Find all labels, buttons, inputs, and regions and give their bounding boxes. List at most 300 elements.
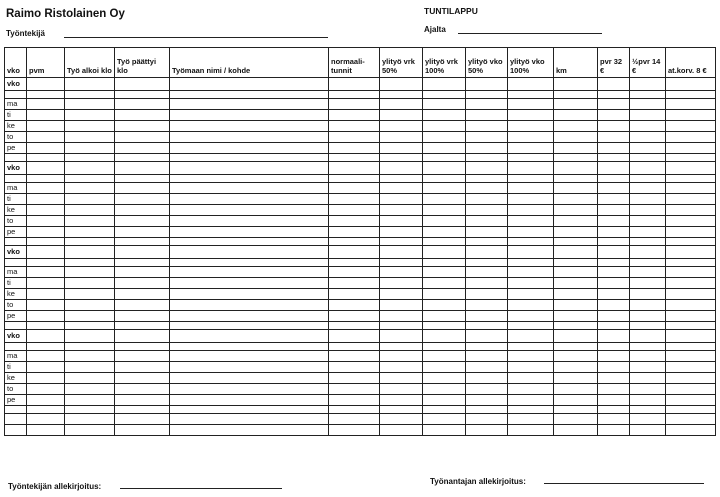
entry-cell[interactable] bbox=[170, 259, 329, 267]
entry-cell[interactable] bbox=[65, 289, 115, 300]
entry-cell[interactable] bbox=[115, 351, 170, 362]
entry-cell[interactable] bbox=[598, 425, 630, 436]
entry-cell[interactable] bbox=[423, 322, 466, 330]
entry-cell[interactable] bbox=[27, 132, 65, 143]
entry-cell[interactable] bbox=[115, 121, 170, 132]
entry-cell[interactable] bbox=[329, 238, 380, 246]
entry-cell[interactable] bbox=[630, 91, 666, 99]
entry-cell[interactable] bbox=[423, 384, 466, 395]
entry-cell[interactable] bbox=[380, 154, 423, 162]
entry-cell[interactable] bbox=[380, 259, 423, 267]
entry-cell[interactable] bbox=[115, 267, 170, 278]
entry-cell[interactable] bbox=[5, 91, 27, 99]
entry-cell[interactable] bbox=[466, 154, 508, 162]
entry-cell[interactable] bbox=[508, 121, 554, 132]
entry-cell[interactable] bbox=[27, 183, 65, 194]
entry-cell[interactable] bbox=[115, 154, 170, 162]
entry-cell[interactable] bbox=[554, 246, 598, 259]
entry-cell[interactable] bbox=[630, 362, 666, 373]
entry-cell[interactable] bbox=[170, 311, 329, 322]
entry-cell[interactable] bbox=[65, 121, 115, 132]
entry-cell[interactable] bbox=[65, 300, 115, 311]
entry-cell[interactable] bbox=[466, 373, 508, 384]
entry-cell[interactable] bbox=[65, 395, 115, 406]
entry-cell[interactable] bbox=[115, 216, 170, 227]
entry-cell[interactable] bbox=[115, 322, 170, 330]
entry-cell[interactable] bbox=[423, 205, 466, 216]
entry-cell[interactable] bbox=[329, 425, 380, 436]
entry-cell[interactable] bbox=[423, 278, 466, 289]
entry-cell[interactable] bbox=[423, 246, 466, 259]
entry-cell[interactable] bbox=[329, 300, 380, 311]
entry-cell[interactable] bbox=[115, 278, 170, 289]
entry-cell[interactable] bbox=[466, 311, 508, 322]
entry-cell[interactable] bbox=[170, 227, 329, 238]
entry-cell[interactable] bbox=[423, 351, 466, 362]
entry-cell[interactable] bbox=[598, 238, 630, 246]
entry-cell[interactable] bbox=[630, 154, 666, 162]
entry-cell[interactable] bbox=[5, 238, 27, 246]
entry-cell[interactable] bbox=[666, 110, 716, 121]
entry-cell[interactable] bbox=[423, 330, 466, 343]
entry-cell[interactable] bbox=[329, 373, 380, 384]
entry-cell[interactable] bbox=[508, 183, 554, 194]
entry-cell[interactable] bbox=[666, 175, 716, 183]
entry-cell[interactable] bbox=[170, 183, 329, 194]
entry-cell[interactable] bbox=[170, 300, 329, 311]
entry-cell[interactable] bbox=[630, 78, 666, 91]
entry-cell[interactable] bbox=[27, 267, 65, 278]
entry-cell[interactable] bbox=[630, 132, 666, 143]
entry-cell[interactable] bbox=[598, 406, 630, 414]
entry-cell[interactable] bbox=[65, 154, 115, 162]
entry-cell[interactable] bbox=[466, 300, 508, 311]
entry-cell[interactable] bbox=[554, 216, 598, 227]
entry-cell[interactable] bbox=[666, 143, 716, 154]
entry-cell[interactable] bbox=[380, 227, 423, 238]
entry-cell[interactable] bbox=[466, 395, 508, 406]
entry-cell[interactable] bbox=[380, 300, 423, 311]
entry-cell[interactable] bbox=[329, 132, 380, 143]
entry-cell[interactable] bbox=[27, 425, 65, 436]
entry-cell[interactable] bbox=[466, 351, 508, 362]
entry-cell[interactable] bbox=[598, 194, 630, 205]
entry-cell[interactable] bbox=[329, 121, 380, 132]
entry-cell[interactable] bbox=[630, 216, 666, 227]
entry-cell[interactable] bbox=[65, 330, 115, 343]
entry-cell[interactable] bbox=[423, 154, 466, 162]
entry-cell[interactable] bbox=[65, 384, 115, 395]
entry-cell[interactable] bbox=[170, 99, 329, 110]
entry-cell[interactable] bbox=[5, 322, 27, 330]
entry-cell[interactable] bbox=[329, 414, 380, 425]
entry-cell[interactable] bbox=[115, 343, 170, 351]
entry-cell[interactable] bbox=[423, 311, 466, 322]
entry-cell[interactable] bbox=[554, 227, 598, 238]
entry-cell[interactable] bbox=[5, 343, 27, 351]
entry-cell[interactable] bbox=[329, 91, 380, 99]
entry-cell[interactable] bbox=[170, 343, 329, 351]
entry-cell[interactable] bbox=[115, 205, 170, 216]
entry-cell[interactable] bbox=[630, 373, 666, 384]
entry-cell[interactable] bbox=[666, 227, 716, 238]
entry-cell[interactable] bbox=[380, 132, 423, 143]
entry-cell[interactable] bbox=[380, 395, 423, 406]
entry-cell[interactable] bbox=[466, 183, 508, 194]
entry-cell[interactable] bbox=[630, 194, 666, 205]
entry-cell[interactable] bbox=[329, 362, 380, 373]
entry-cell[interactable] bbox=[508, 227, 554, 238]
entry-cell[interactable] bbox=[598, 384, 630, 395]
entry-cell[interactable] bbox=[423, 425, 466, 436]
entry-cell[interactable] bbox=[27, 351, 65, 362]
entry-cell[interactable] bbox=[170, 194, 329, 205]
entry-cell[interactable] bbox=[598, 362, 630, 373]
entry-cell[interactable] bbox=[598, 330, 630, 343]
entry-cell[interactable] bbox=[598, 311, 630, 322]
entry-cell[interactable] bbox=[554, 343, 598, 351]
entry-cell[interactable] bbox=[329, 330, 380, 343]
entry-cell[interactable] bbox=[65, 311, 115, 322]
entry-cell[interactable] bbox=[466, 406, 508, 414]
entry-cell[interactable] bbox=[423, 227, 466, 238]
entry-cell[interactable] bbox=[554, 395, 598, 406]
entry-cell[interactable] bbox=[666, 162, 716, 175]
entry-cell[interactable] bbox=[666, 278, 716, 289]
entry-cell[interactable] bbox=[666, 406, 716, 414]
entry-cell[interactable] bbox=[666, 351, 716, 362]
entry-cell[interactable] bbox=[380, 362, 423, 373]
entry-cell[interactable] bbox=[27, 143, 65, 154]
entry-cell[interactable] bbox=[329, 78, 380, 91]
entry-cell[interactable] bbox=[170, 373, 329, 384]
entry-cell[interactable] bbox=[630, 110, 666, 121]
entry-cell[interactable] bbox=[65, 425, 115, 436]
entry-cell[interactable] bbox=[170, 154, 329, 162]
entry-cell[interactable] bbox=[598, 289, 630, 300]
entry-cell[interactable] bbox=[380, 78, 423, 91]
entry-cell[interactable] bbox=[27, 278, 65, 289]
entry-cell[interactable] bbox=[508, 300, 554, 311]
entry-cell[interactable] bbox=[598, 227, 630, 238]
entry-cell[interactable] bbox=[380, 311, 423, 322]
entry-cell[interactable] bbox=[508, 238, 554, 246]
entry-cell[interactable] bbox=[630, 183, 666, 194]
entry-cell[interactable] bbox=[115, 311, 170, 322]
entry-cell[interactable] bbox=[115, 362, 170, 373]
entry-cell[interactable] bbox=[329, 351, 380, 362]
entry-cell[interactable] bbox=[329, 227, 380, 238]
entry-cell[interactable] bbox=[329, 395, 380, 406]
entry-cell[interactable] bbox=[115, 162, 170, 175]
entry-cell[interactable] bbox=[65, 91, 115, 99]
entry-cell[interactable] bbox=[466, 110, 508, 121]
entry-cell[interactable] bbox=[65, 110, 115, 121]
entry-cell[interactable] bbox=[5, 259, 27, 267]
entry-cell[interactable] bbox=[554, 362, 598, 373]
entry-cell[interactable] bbox=[423, 99, 466, 110]
entry-cell[interactable] bbox=[630, 99, 666, 110]
entry-cell[interactable] bbox=[380, 384, 423, 395]
entry-cell[interactable] bbox=[466, 227, 508, 238]
entry-cell[interactable] bbox=[508, 162, 554, 175]
entry-cell[interactable] bbox=[630, 330, 666, 343]
entry-cell[interactable] bbox=[170, 110, 329, 121]
entry-cell[interactable] bbox=[423, 373, 466, 384]
entry-cell[interactable] bbox=[27, 300, 65, 311]
entry-cell[interactable] bbox=[170, 205, 329, 216]
entry-cell[interactable] bbox=[27, 362, 65, 373]
entry-cell[interactable] bbox=[554, 351, 598, 362]
entry-cell[interactable] bbox=[466, 414, 508, 425]
entry-cell[interactable] bbox=[466, 162, 508, 175]
entry-cell[interactable] bbox=[508, 343, 554, 351]
entry-cell[interactable] bbox=[508, 414, 554, 425]
entry-cell[interactable] bbox=[170, 330, 329, 343]
entry-cell[interactable] bbox=[423, 395, 466, 406]
entry-cell[interactable] bbox=[508, 246, 554, 259]
entry-cell[interactable] bbox=[329, 406, 380, 414]
entry-cell[interactable] bbox=[380, 343, 423, 351]
entry-cell[interactable] bbox=[466, 175, 508, 183]
entry-cell[interactable] bbox=[27, 259, 65, 267]
entry-cell[interactable] bbox=[466, 246, 508, 259]
entry-cell[interactable] bbox=[666, 183, 716, 194]
entry-cell[interactable] bbox=[27, 78, 65, 91]
entry-cell[interactable] bbox=[380, 216, 423, 227]
entry-cell[interactable] bbox=[466, 259, 508, 267]
entry-cell[interactable] bbox=[65, 343, 115, 351]
entry-cell[interactable] bbox=[666, 300, 716, 311]
entry-cell[interactable] bbox=[508, 311, 554, 322]
entry-cell[interactable] bbox=[598, 154, 630, 162]
entry-cell[interactable] bbox=[598, 99, 630, 110]
entry-cell[interactable] bbox=[329, 343, 380, 351]
entry-cell[interactable] bbox=[554, 300, 598, 311]
entry-cell[interactable] bbox=[27, 406, 65, 414]
entry-cell[interactable] bbox=[170, 162, 329, 175]
entry-cell[interactable] bbox=[554, 132, 598, 143]
entry-cell[interactable] bbox=[329, 384, 380, 395]
entry-cell[interactable] bbox=[65, 414, 115, 425]
entry-cell[interactable] bbox=[380, 143, 423, 154]
entry-cell[interactable] bbox=[666, 343, 716, 351]
entry-cell[interactable] bbox=[466, 121, 508, 132]
entry-cell[interactable] bbox=[329, 205, 380, 216]
entry-cell[interactable] bbox=[666, 384, 716, 395]
entry-cell[interactable] bbox=[508, 194, 554, 205]
entry-cell[interactable] bbox=[630, 384, 666, 395]
entry-cell[interactable] bbox=[65, 99, 115, 110]
entry-cell[interactable] bbox=[466, 330, 508, 343]
entry-cell[interactable] bbox=[598, 110, 630, 121]
entry-cell[interactable] bbox=[554, 373, 598, 384]
entry-cell[interactable] bbox=[115, 384, 170, 395]
entry-cell[interactable] bbox=[508, 154, 554, 162]
entry-cell[interactable] bbox=[554, 384, 598, 395]
entry-cell[interactable] bbox=[666, 154, 716, 162]
entry-cell[interactable] bbox=[380, 162, 423, 175]
entry-cell[interactable] bbox=[27, 289, 65, 300]
entry-cell[interactable] bbox=[508, 330, 554, 343]
entry-cell[interactable] bbox=[598, 121, 630, 132]
entry-cell[interactable] bbox=[329, 162, 380, 175]
entry-cell[interactable] bbox=[115, 289, 170, 300]
entry-cell[interactable] bbox=[554, 143, 598, 154]
entry-cell[interactable] bbox=[666, 99, 716, 110]
entry-cell[interactable] bbox=[65, 238, 115, 246]
entry-cell[interactable] bbox=[27, 238, 65, 246]
entry-cell[interactable] bbox=[554, 205, 598, 216]
entry-cell[interactable] bbox=[554, 91, 598, 99]
entry-cell[interactable] bbox=[666, 267, 716, 278]
entry-cell[interactable] bbox=[65, 78, 115, 91]
entry-cell[interactable] bbox=[630, 143, 666, 154]
entry-cell[interactable] bbox=[666, 395, 716, 406]
entry-cell[interactable] bbox=[666, 238, 716, 246]
entry-cell[interactable] bbox=[5, 154, 27, 162]
entry-cell[interactable] bbox=[65, 175, 115, 183]
entry-cell[interactable] bbox=[666, 425, 716, 436]
entry-cell[interactable] bbox=[666, 373, 716, 384]
entry-cell[interactable] bbox=[65, 216, 115, 227]
entry-cell[interactable] bbox=[598, 343, 630, 351]
entry-cell[interactable] bbox=[380, 183, 423, 194]
entry-cell[interactable] bbox=[329, 143, 380, 154]
entry-cell[interactable] bbox=[170, 414, 329, 425]
entry-cell[interactable] bbox=[170, 216, 329, 227]
entry-cell[interactable] bbox=[115, 227, 170, 238]
entry-cell[interactable] bbox=[380, 205, 423, 216]
entry-cell[interactable] bbox=[554, 330, 598, 343]
entry-cell[interactable] bbox=[508, 143, 554, 154]
entry-cell[interactable] bbox=[466, 91, 508, 99]
entry-cell[interactable] bbox=[508, 99, 554, 110]
entry-cell[interactable] bbox=[508, 406, 554, 414]
entry-cell[interactable] bbox=[508, 322, 554, 330]
entry-cell[interactable] bbox=[630, 414, 666, 425]
entry-cell[interactable] bbox=[170, 78, 329, 91]
entry-cell[interactable] bbox=[466, 267, 508, 278]
entry-cell[interactable] bbox=[27, 175, 65, 183]
entry-cell[interactable] bbox=[630, 425, 666, 436]
entry-cell[interactable] bbox=[380, 351, 423, 362]
entry-cell[interactable] bbox=[666, 78, 716, 91]
entry-cell[interactable] bbox=[466, 425, 508, 436]
entry-cell[interactable] bbox=[27, 194, 65, 205]
entry-cell[interactable] bbox=[65, 267, 115, 278]
entry-cell[interactable] bbox=[27, 384, 65, 395]
entry-cell[interactable] bbox=[27, 343, 65, 351]
entry-cell[interactable] bbox=[598, 132, 630, 143]
entry-cell[interactable] bbox=[423, 300, 466, 311]
entry-cell[interactable] bbox=[423, 267, 466, 278]
entry-cell[interactable] bbox=[65, 183, 115, 194]
entry-cell[interactable] bbox=[329, 278, 380, 289]
entry-cell[interactable] bbox=[380, 289, 423, 300]
entry-cell[interactable] bbox=[666, 259, 716, 267]
entry-cell[interactable] bbox=[380, 238, 423, 246]
entry-cell[interactable] bbox=[65, 194, 115, 205]
entry-cell[interactable] bbox=[423, 132, 466, 143]
entry-cell[interactable] bbox=[554, 311, 598, 322]
entry-cell[interactable] bbox=[666, 216, 716, 227]
entry-cell[interactable] bbox=[630, 267, 666, 278]
entry-cell[interactable] bbox=[508, 91, 554, 99]
entry-cell[interactable] bbox=[598, 373, 630, 384]
entry-cell[interactable] bbox=[27, 121, 65, 132]
entry-cell[interactable] bbox=[598, 300, 630, 311]
entry-cell[interactable] bbox=[423, 289, 466, 300]
entry-cell[interactable] bbox=[598, 175, 630, 183]
entry-cell[interactable] bbox=[5, 425, 27, 436]
entry-cell[interactable] bbox=[329, 289, 380, 300]
entry-cell[interactable] bbox=[380, 121, 423, 132]
entry-cell[interactable] bbox=[65, 162, 115, 175]
entry-cell[interactable] bbox=[170, 406, 329, 414]
entry-cell[interactable] bbox=[5, 175, 27, 183]
entry-cell[interactable] bbox=[666, 322, 716, 330]
entry-cell[interactable] bbox=[466, 343, 508, 351]
entry-cell[interactable] bbox=[508, 351, 554, 362]
entry-cell[interactable] bbox=[170, 384, 329, 395]
entry-cell[interactable] bbox=[666, 311, 716, 322]
entry-cell[interactable] bbox=[27, 99, 65, 110]
entry-cell[interactable] bbox=[27, 205, 65, 216]
entry-cell[interactable] bbox=[423, 78, 466, 91]
entry-cell[interactable] bbox=[170, 362, 329, 373]
period-field[interactable] bbox=[458, 33, 602, 34]
entry-cell[interactable] bbox=[508, 78, 554, 91]
entry-cell[interactable] bbox=[466, 384, 508, 395]
entry-cell[interactable] bbox=[630, 300, 666, 311]
entry-cell[interactable] bbox=[598, 414, 630, 425]
entry-cell[interactable] bbox=[380, 406, 423, 414]
entry-cell[interactable] bbox=[630, 311, 666, 322]
entry-cell[interactable] bbox=[666, 246, 716, 259]
entry-cell[interactable] bbox=[630, 351, 666, 362]
entry-cell[interactable] bbox=[598, 278, 630, 289]
entry-cell[interactable] bbox=[329, 183, 380, 194]
entry-cell[interactable] bbox=[329, 246, 380, 259]
entry-cell[interactable] bbox=[666, 414, 716, 425]
entry-cell[interactable] bbox=[508, 259, 554, 267]
entry-cell[interactable] bbox=[115, 425, 170, 436]
entry-cell[interactable] bbox=[65, 227, 115, 238]
entry-cell[interactable] bbox=[329, 216, 380, 227]
entry-cell[interactable] bbox=[630, 259, 666, 267]
entry-cell[interactable] bbox=[170, 395, 329, 406]
entry-cell[interactable] bbox=[380, 194, 423, 205]
entry-cell[interactable] bbox=[598, 351, 630, 362]
entry-cell[interactable] bbox=[423, 121, 466, 132]
entry-cell[interactable] bbox=[329, 175, 380, 183]
entry-cell[interactable] bbox=[115, 143, 170, 154]
entry-cell[interactable] bbox=[5, 406, 27, 414]
entry-cell[interactable] bbox=[598, 395, 630, 406]
entry-cell[interactable] bbox=[329, 322, 380, 330]
entry-cell[interactable] bbox=[27, 216, 65, 227]
entry-cell[interactable] bbox=[329, 110, 380, 121]
entry-cell[interactable] bbox=[65, 259, 115, 267]
entry-cell[interactable] bbox=[630, 121, 666, 132]
entry-cell[interactable] bbox=[666, 91, 716, 99]
entry-cell[interactable] bbox=[115, 406, 170, 414]
entry-cell[interactable] bbox=[27, 227, 65, 238]
entry-cell[interactable] bbox=[554, 110, 598, 121]
entry-cell[interactable] bbox=[115, 183, 170, 194]
entry-cell[interactable] bbox=[598, 162, 630, 175]
